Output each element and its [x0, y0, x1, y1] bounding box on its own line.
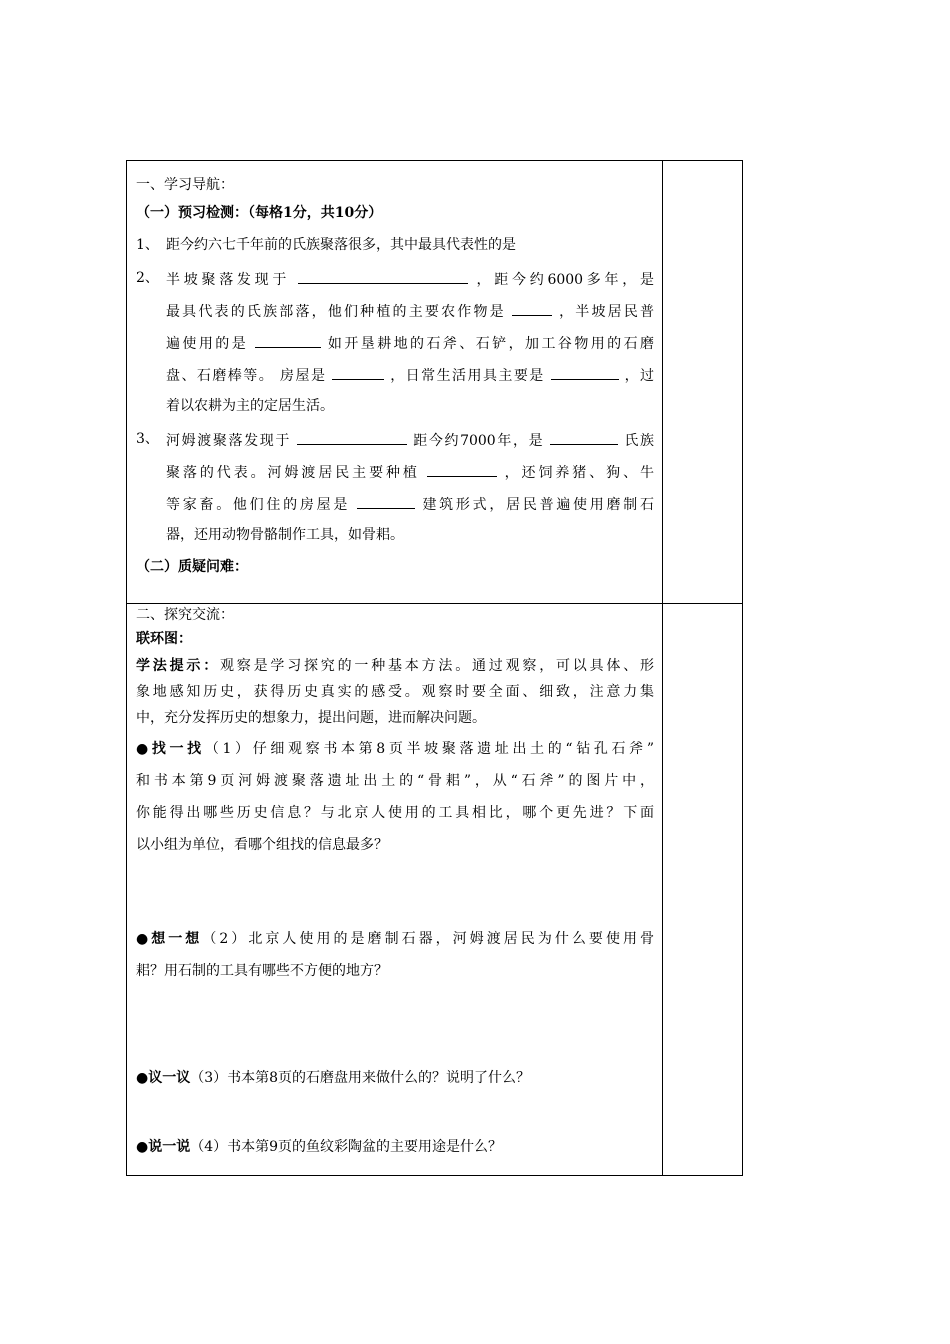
think-line2: 耜？用石制的工具有哪些不方便的地方？ — [136, 963, 388, 979]
answer-blank[interactable] — [550, 429, 618, 445]
think-line1: ●想一想（2）北京人使用的是磨制石器，河姆渡居民为什么要使用骨 — [136, 931, 655, 947]
find-line2: 和书本第9页河姆渡聚落遗址出土的“骨耜”，从“石斧”的图片中， — [136, 773, 654, 789]
questions-heading: （二）质疑问难： — [136, 559, 248, 575]
preview-test-heading: （一）预习检测：（每格1分，共10分） — [136, 205, 383, 221]
answer-blank[interactable] — [427, 461, 497, 477]
q3-number: 3、 — [136, 431, 159, 447]
q2-number: 2、 — [136, 270, 159, 286]
section1-heading: 一、学习导航： — [136, 177, 234, 193]
q2-line4: 盘、石磨棒等。 房屋是 ，日常生活用具主要是 ，过 — [166, 364, 654, 386]
find-line3: 你能得出哪些历史信息？与北京人使用的工具相比，哪个更先进？下面 — [136, 805, 654, 821]
q3-line3: 等家畜。他们住的房屋是 建筑形式，居民普遍使用磨制石 — [166, 493, 654, 515]
worksheet-table — [126, 160, 743, 1176]
bullet-icon: ● — [136, 741, 152, 757]
answer-blank[interactable] — [297, 429, 407, 445]
answer-blank[interactable] — [298, 268, 468, 284]
column-divider — [662, 161, 663, 1175]
q3-line1: 河姆渡聚落发现于 距今约7000年，是 氏族 — [166, 429, 654, 451]
q2-line5: 着以农耕为主的定居生活。 — [166, 398, 334, 414]
lianhuantu-label: 联环图： — [136, 631, 192, 647]
find-line4: 以小组为单位，看哪个组找的信息最多？ — [136, 837, 388, 853]
q1-text: 距今约六七千年前的氏族聚落很多，其中最具代表性的是 — [166, 237, 516, 253]
bullet-icon: ● — [136, 1070, 149, 1086]
answer-blank[interactable] — [255, 332, 321, 348]
method-tip-line1: 学法提示：观察是学习探究的一种基本方法。通过观察，可以具体、形 — [136, 658, 654, 674]
answer-blank[interactable] — [512, 300, 552, 316]
q2-line3: 遍使用的是 如开垦耕地的石斧、石铲，加工谷物用的石磨 — [166, 332, 654, 354]
bullet-icon: ● — [136, 1139, 149, 1155]
q2-line2: 最具代表的氏族部落，他们种植的主要农作物是 ，半坡居民普 — [166, 300, 654, 322]
method-tip-line2: 象地感知历史，获得历史真实的感受。观察时要全面、细致，注意力集 — [136, 684, 654, 700]
say-line1: ●说一说（4）书本第9页的鱼纹彩陶盆的主要用途是什么？ — [136, 1139, 503, 1155]
row-divider — [127, 603, 742, 604]
answer-blank[interactable] — [357, 493, 415, 509]
discuss-line1: ●议一议（3）书本第8页的石磨盘用来做什么的？说明了什么？ — [136, 1070, 531, 1086]
q3-line2: 聚落的代表。河姆渡居民主要种植 ，还饲养猪、狗、牛 — [166, 461, 654, 483]
q1-number: 1、 — [136, 237, 159, 253]
q2-line1: 半坡聚落发现于 ，距今约6000多年，是 — [166, 268, 654, 290]
answer-blank[interactable] — [332, 364, 384, 380]
find-line1: ●找一找（1）仔细观察书本第8页半坡聚落遗址出土的“钻孔石斧” — [136, 741, 654, 757]
q3-line4: 器，还用动物骨骼制作工具，如骨耜。 — [166, 527, 404, 543]
section2-heading: 二、探究交流： — [136, 607, 234, 623]
bullet-icon: ● — [136, 931, 152, 947]
answer-blank[interactable] — [551, 364, 619, 380]
method-tip-line3: 中，充分发挥历史的想象力，提出问题，进而解决问题。 — [136, 710, 486, 726]
